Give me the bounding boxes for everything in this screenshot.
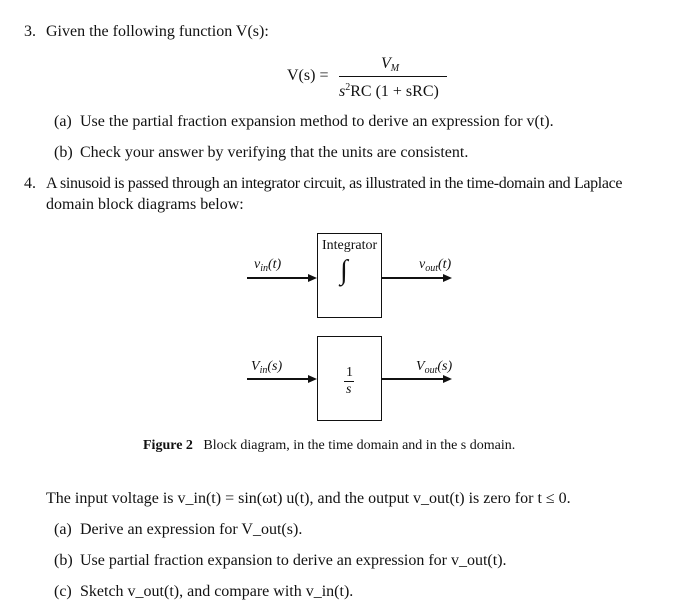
- figure-caption: [143, 437, 515, 455]
- figure-text: Block diagram, in the time domain and in the s domain.: [203, 438, 516, 453]
- problem-3-part-a-text: Use the partial fraction expansion method to derive an expression for v(t).: [80, 113, 554, 130]
- bottom-output-arrow: [443, 375, 452, 383]
- bottom-output-label: $V_{out}(s)$: [416, 359, 453, 376]
- problem-4-number: 4.: [24, 175, 36, 192]
- problem-3-number: 3.: [24, 23, 36, 40]
- problem-3-part-b-label: (b): [54, 144, 73, 161]
- top-output-label: $v_{out}(t)$: [419, 257, 452, 274]
- problem-4-statement: The input voltage is v_in(t) = sin(ωt) u(t), and the output v_out(t) is zero for t ≤ 0.: [46, 490, 571, 507]
- top-output-arrow: [443, 274, 452, 282]
- bottom-input-arrow: [308, 375, 317, 383]
- problem-3-part-a-label: (a): [54, 113, 72, 130]
- problem-4-part-b-label: (b): [54, 552, 73, 569]
- figure-label: Figure 2: [143, 438, 193, 453]
- top-input-line: [247, 277, 309, 279]
- problem-4-intro-line1: A sinusoid is passed through an integrator circuit, as illustrated in the time-domain and Laplace: [46, 175, 623, 192]
- equation-lhs: V(s) =: [287, 67, 329, 84]
- integral-symbol: ∫: [340, 255, 348, 286]
- top-input-label: $v_{in}(t)$: [254, 257, 282, 274]
- top-input-arrow: [308, 274, 317, 282]
- top-output-line: [382, 277, 444, 279]
- problem-4-part-a-label: (a): [54, 521, 72, 538]
- problem-4-part-a-text: Derive an expression for V_out(s).: [80, 521, 303, 538]
- block-fraction-denominator: s: [346, 382, 352, 397]
- fraction-bar: [339, 76, 447, 77]
- problem-4-part-c-text: Sketch v_out(t), and compare with v_in(t).: [80, 583, 354, 600]
- block-fraction-numerator: 1: [346, 365, 353, 380]
- problem-4-intro-line2: domain block diagrams below:: [46, 196, 244, 213]
- problem-3-part-b-text: Check your answer by verifying that the units are consistent.: [80, 144, 469, 161]
- bottom-input-label: $V_{in}(s)$: [251, 359, 283, 376]
- bottom-output-line: [382, 378, 444, 380]
- problem-3-intro: Given the following function V(s):: [46, 23, 269, 40]
- bottom-input-line: [247, 378, 309, 380]
- problem-4-part-c-label: (c): [54, 583, 72, 600]
- integrator-title: Integrator: [322, 238, 378, 253]
- equation-denominator: $s^2RC$ (1 + sRC): [339, 82, 439, 100]
- problem-4-part-b-text: Use partial fraction expansion to derive an expression for v_out(t).: [80, 552, 507, 569]
- equation-numerator: $V_M$: [381, 55, 400, 74]
